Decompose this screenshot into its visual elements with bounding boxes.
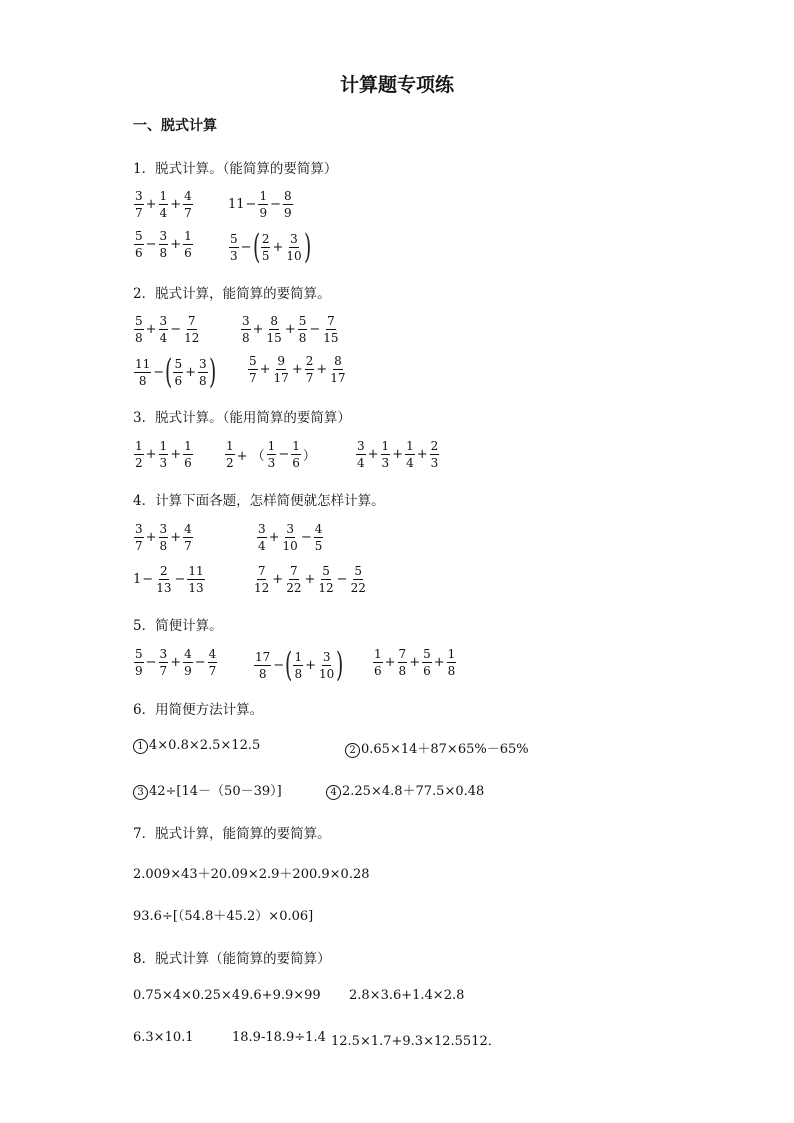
fraction — [305, 355, 315, 384]
numerator: 11 — [135, 356, 151, 371]
q1-expr-4 — [228, 227, 311, 267]
numerator: 5 — [298, 314, 307, 328]
operator: + — [185, 364, 196, 380]
fraction — [134, 190, 144, 219]
denominator: 8 — [447, 664, 456, 678]
q6-item-3 — [133, 780, 282, 800]
denominator: 6 — [374, 664, 382, 678]
numerator: 3 — [258, 522, 266, 536]
q5-expr-2 — [253, 645, 344, 685]
operator: + — [252, 322, 264, 337]
numerator: 7 — [290, 564, 298, 578]
denominator: 7 — [249, 371, 257, 385]
operator: − — [145, 237, 157, 252]
denominator: 13 — [188, 581, 204, 595]
fraction — [285, 565, 302, 594]
numerator: 1 — [159, 189, 168, 203]
operator: − — [309, 322, 321, 337]
operator: + — [170, 655, 182, 670]
operator: + — [284, 322, 296, 337]
denominator: 6 — [184, 246, 192, 260]
q3-expr-1 — [133, 440, 194, 469]
math-text: 1 — [133, 572, 142, 587]
operator: − — [278, 447, 290, 462]
operator: + — [145, 322, 157, 337]
numerator: 5 — [249, 354, 257, 368]
fraction — [322, 315, 339, 344]
fraction — [183, 648, 193, 677]
denominator: 8 — [398, 664, 407, 678]
numerator: 3 — [159, 522, 168, 536]
denominator: 7 — [184, 206, 192, 220]
fraction — [253, 565, 270, 594]
operator: + — [259, 362, 271, 377]
numerator: 8 — [284, 189, 292, 203]
fraction — [293, 651, 303, 680]
fraction — [405, 440, 415, 469]
fraction — [159, 190, 169, 219]
question-3-label: 3．脱式计算。（能用简算的要简算） — [133, 410, 351, 426]
numerator: 1 — [184, 229, 192, 243]
numerator: 8 — [270, 314, 278, 328]
numerator: 3 — [135, 522, 143, 536]
fraction — [183, 190, 193, 219]
fraction — [241, 315, 251, 344]
fraction — [266, 315, 283, 344]
denominator: 10 — [282, 539, 298, 553]
denominator: 17 — [273, 371, 289, 385]
circled-number: 1 — [133, 739, 148, 754]
fraction — [373, 648, 383, 677]
numerator: 5 — [135, 229, 143, 243]
operator: − — [336, 572, 348, 587]
denominator: 9 — [135, 664, 143, 678]
operator: + — [384, 655, 396, 670]
fraction — [398, 648, 408, 677]
circled-number: 3 — [133, 785, 148, 800]
numerator: 1 — [374, 647, 382, 661]
numerator: 3 — [159, 229, 168, 243]
fraction — [187, 565, 204, 594]
denominator: 4 — [159, 331, 168, 345]
operator: + — [305, 657, 316, 673]
numerator: 3 — [159, 647, 168, 661]
numerator: 7 — [398, 647, 407, 661]
denominator: 8 — [258, 666, 267, 681]
operator: + — [304, 572, 316, 587]
math-text: 0.65×14＋87×65%－65% — [361, 742, 529, 757]
right-paren: ) — [336, 645, 344, 685]
question-5-label: 5．简便计算。 — [133, 618, 223, 634]
fraction — [254, 651, 271, 680]
numerator: 3 — [242, 314, 250, 328]
denominator: 5 — [261, 248, 270, 263]
fraction — [291, 440, 301, 469]
section-heading: 一、脱式计算 — [133, 118, 217, 134]
q2-expr-4 — [247, 355, 348, 384]
q8-expr-4: 6.3×10.1 — [133, 1030, 194, 1045]
fraction — [283, 190, 293, 219]
denominator: 7 — [159, 664, 168, 678]
fraction — [267, 440, 277, 469]
fraction — [134, 358, 151, 387]
right-paren: ) — [208, 352, 216, 392]
operator: − — [174, 572, 186, 587]
fraction — [282, 523, 299, 552]
denominator: 3 — [430, 456, 439, 470]
q6-item-1 — [133, 738, 260, 754]
q5-expr-1 — [133, 648, 218, 677]
operator: + — [392, 447, 404, 462]
q4-expr-4 — [252, 565, 368, 594]
fraction — [159, 648, 169, 677]
fraction — [159, 440, 169, 469]
numerator: 5 — [354, 564, 363, 578]
circled-number: 4 — [326, 785, 341, 800]
numerator: 3 — [135, 189, 143, 203]
fraction — [229, 233, 239, 262]
denominator: 8 — [199, 373, 207, 388]
denominator: 22 — [350, 581, 366, 595]
numerator: 1 — [159, 439, 168, 453]
operator: − — [194, 655, 206, 670]
right-paren: ) — [303, 227, 311, 267]
fraction — [134, 315, 144, 344]
denominator: 7 — [135, 539, 143, 553]
operator: + — [145, 447, 157, 462]
q7-expr-2: 93.6÷[（54.8＋45.2）×0.06] — [133, 909, 314, 924]
denominator: 9 — [184, 664, 192, 678]
question-1-label: 1．脱式计算。（能简算的要简算） — [133, 161, 338, 177]
denominator: 22 — [286, 581, 302, 595]
numerator: 17 — [255, 649, 271, 664]
numerator: 4 — [208, 647, 217, 661]
operator: − — [240, 239, 252, 255]
numerator: 3 — [159, 314, 168, 328]
operator: + （ — [236, 449, 265, 464]
math-text: 11 — [228, 197, 245, 212]
operator: − — [270, 197, 281, 212]
numerator: 2 — [261, 231, 270, 246]
denominator: 4 — [406, 456, 414, 470]
numerator: 5 — [174, 356, 183, 371]
denominator: 4 — [258, 539, 266, 553]
fraction — [134, 230, 144, 259]
denominator: 10 — [319, 666, 335, 681]
numerator: 4 — [314, 522, 323, 536]
math-text: 4×0.8×2.5×12.5 — [149, 738, 261, 753]
denominator: 12 — [184, 331, 200, 345]
denominator: 10 — [286, 248, 302, 263]
operator: + — [409, 655, 421, 670]
operator: + — [170, 197, 182, 212]
q1-expr-1 — [133, 190, 194, 219]
numerator: 1 — [294, 649, 303, 664]
fraction — [329, 355, 346, 384]
operator: − — [245, 197, 257, 212]
denominator: 8 — [159, 246, 168, 260]
fraction — [318, 651, 335, 680]
fraction — [381, 440, 391, 469]
numerator: 4 — [184, 647, 192, 661]
denominator: 15 — [266, 331, 282, 345]
operator: + — [170, 237, 182, 252]
denominator: 4 — [357, 456, 365, 470]
numerator: 1 — [292, 439, 300, 453]
denominator: 2 — [226, 456, 234, 470]
q1-expr-3 — [133, 230, 194, 259]
fraction — [155, 565, 172, 594]
q3-expr-3 — [355, 440, 440, 469]
numerator: 1 — [447, 647, 456, 661]
denominator: 3 — [159, 456, 168, 470]
page-title: 计算题专项练 — [339, 74, 454, 96]
q5-expr-3 — [372, 648, 457, 677]
denominator: 8 — [138, 373, 147, 388]
numerator: 1 — [381, 439, 390, 453]
denominator: 6 — [184, 456, 192, 470]
operator: − — [145, 655, 157, 670]
denominator: 7 — [184, 539, 192, 553]
fraction — [261, 233, 271, 262]
denominator: 7 — [305, 371, 314, 385]
denominator: 9 — [284, 206, 292, 220]
numerator: 1 — [267, 439, 276, 453]
q8-expr-3: 2.8×3.6+1.4×2.8 — [349, 988, 465, 1003]
fraction — [317, 565, 334, 594]
fraction — [183, 440, 193, 469]
denominator: 8 — [135, 331, 143, 345]
denominator: 7 — [135, 206, 143, 220]
numerator: 3 — [322, 649, 331, 664]
numerator: 2 — [305, 354, 314, 368]
q7-expr-1: 2.009×43＋20.09×2.9＋200.9×0.28 — [133, 867, 370, 882]
q4-expr-1 — [133, 523, 194, 552]
left-paren: ( — [252, 227, 260, 267]
operator: + — [268, 530, 280, 545]
fraction — [198, 358, 208, 387]
fraction — [134, 648, 144, 677]
operator: + — [291, 362, 303, 377]
operator: + — [416, 447, 428, 462]
denominator: 6 — [292, 456, 300, 470]
numerator: 1 — [184, 439, 192, 453]
q8-expr-2: 9.6+9.9×99 — [241, 988, 321, 1003]
denominator: 2 — [135, 456, 143, 470]
numerator: 3 — [286, 522, 294, 536]
q2-expr-2 — [240, 315, 341, 344]
left-paren: ( — [165, 352, 173, 392]
fraction — [298, 315, 308, 344]
fraction — [285, 233, 302, 262]
numerator: 8 — [334, 354, 342, 368]
circled-number: 2 — [345, 743, 360, 758]
numerator: 3 — [290, 231, 298, 246]
q8-expr-6: 12.5×1.7+9.3×12.5512． — [331, 1034, 501, 1049]
operator: − — [170, 322, 182, 337]
question-6-label: 6．用简便方法计算。 — [133, 702, 264, 718]
fraction — [430, 440, 440, 469]
operator: + — [367, 447, 379, 462]
fraction — [173, 358, 183, 387]
numerator: 9 — [277, 354, 285, 368]
fraction — [183, 523, 193, 552]
denominator: 3 — [230, 248, 238, 263]
operator: + — [433, 655, 445, 670]
fraction — [350, 565, 367, 594]
fraction — [422, 648, 432, 677]
q2-expr-1 — [133, 315, 201, 344]
denominator: 12 — [254, 581, 270, 595]
fraction — [356, 440, 366, 469]
operator: + — [170, 447, 182, 462]
question-8-label: 8．脱式计算（能简算的要简算） — [133, 951, 331, 967]
q3-expr-2 — [224, 440, 317, 469]
fraction — [225, 440, 235, 469]
denominator: 7 — [208, 664, 217, 678]
question-2-label: 2．脱式计算，能简算的要简算。 — [133, 286, 331, 302]
fraction — [208, 648, 218, 677]
fraction — [183, 315, 200, 344]
operator: + — [145, 197, 157, 212]
q8-expr-5: 18.9-18.9÷1.4 — [232, 1030, 326, 1045]
fraction — [134, 440, 144, 469]
fraction — [273, 355, 290, 384]
denominator: 6 — [135, 246, 143, 260]
operator: + — [272, 239, 284, 255]
numerator: 4 — [184, 189, 192, 203]
denominator: 9 — [259, 206, 268, 220]
numerator: 1 — [135, 439, 143, 453]
denominator: 12 — [318, 581, 334, 595]
numerator: 7 — [327, 314, 335, 328]
fraction — [447, 648, 457, 677]
q4-expr-2 — [256, 523, 324, 552]
q8-expr-1: 0.75×4×0.25×4 — [133, 988, 241, 1003]
fraction — [314, 523, 324, 552]
operator: − — [273, 657, 285, 673]
fraction — [159, 315, 169, 344]
numerator: 7 — [187, 314, 196, 328]
fraction — [258, 190, 268, 219]
denominator: 8 — [242, 331, 250, 345]
operator: + — [145, 530, 157, 545]
q1-expr-2 — [228, 190, 294, 219]
numerator: 11 — [188, 564, 204, 578]
denominator: 8 — [294, 666, 303, 681]
numerator: 1 — [406, 439, 414, 453]
fraction — [248, 355, 258, 384]
fraction — [159, 230, 169, 259]
math-text: 42÷[14－（50－39）] — [149, 784, 282, 799]
denominator: 5 — [314, 539, 323, 553]
denominator: 3 — [267, 456, 276, 470]
denominator: 13 — [156, 581, 172, 595]
operator: − — [142, 572, 154, 587]
fraction — [257, 523, 267, 552]
numerator: 2 — [160, 564, 168, 578]
q2-expr-3 — [133, 352, 216, 392]
numerator: 2 — [430, 439, 439, 453]
denominator: 3 — [381, 456, 390, 470]
q6-item-4 — [326, 780, 484, 800]
operator: + — [272, 572, 284, 587]
denominator: 8 — [159, 539, 168, 553]
numerator: 7 — [257, 564, 266, 578]
numerator: 5 — [423, 647, 431, 661]
q6-item-2 — [345, 738, 529, 758]
fraction — [183, 230, 193, 259]
numerator: 5 — [230, 231, 238, 246]
denominator: 15 — [323, 331, 339, 345]
numerator: 3 — [199, 356, 207, 371]
denominator: 6 — [423, 664, 431, 678]
operator: + — [316, 362, 328, 377]
denominator: 6 — [174, 373, 183, 388]
q4-expr-3 — [133, 565, 206, 594]
fraction — [159, 523, 169, 552]
numerator: 1 — [259, 189, 268, 203]
denominator: 8 — [298, 331, 307, 345]
question-7-label: 7．脱式计算，能简算的要简算。 — [133, 826, 331, 842]
denominator: 17 — [330, 371, 346, 385]
operator: − — [153, 364, 165, 380]
numerator: 5 — [135, 647, 143, 661]
fraction — [134, 523, 144, 552]
operator: ） — [302, 449, 316, 464]
operator: − — [300, 530, 312, 545]
operator: + — [170, 530, 182, 545]
denominator: 4 — [159, 206, 168, 220]
numerator: 3 — [357, 439, 365, 453]
left-paren: ( — [285, 645, 293, 685]
numerator: 1 — [226, 439, 234, 453]
question-4-label: 4．计算下面各题，怎样简便就怎样计算。 — [133, 493, 385, 509]
math-text: 2.25×4.8＋77.5×0.48 — [342, 784, 485, 799]
numerator: 5 — [135, 314, 143, 328]
numerator: 5 — [322, 564, 330, 578]
numerator: 4 — [184, 522, 192, 536]
